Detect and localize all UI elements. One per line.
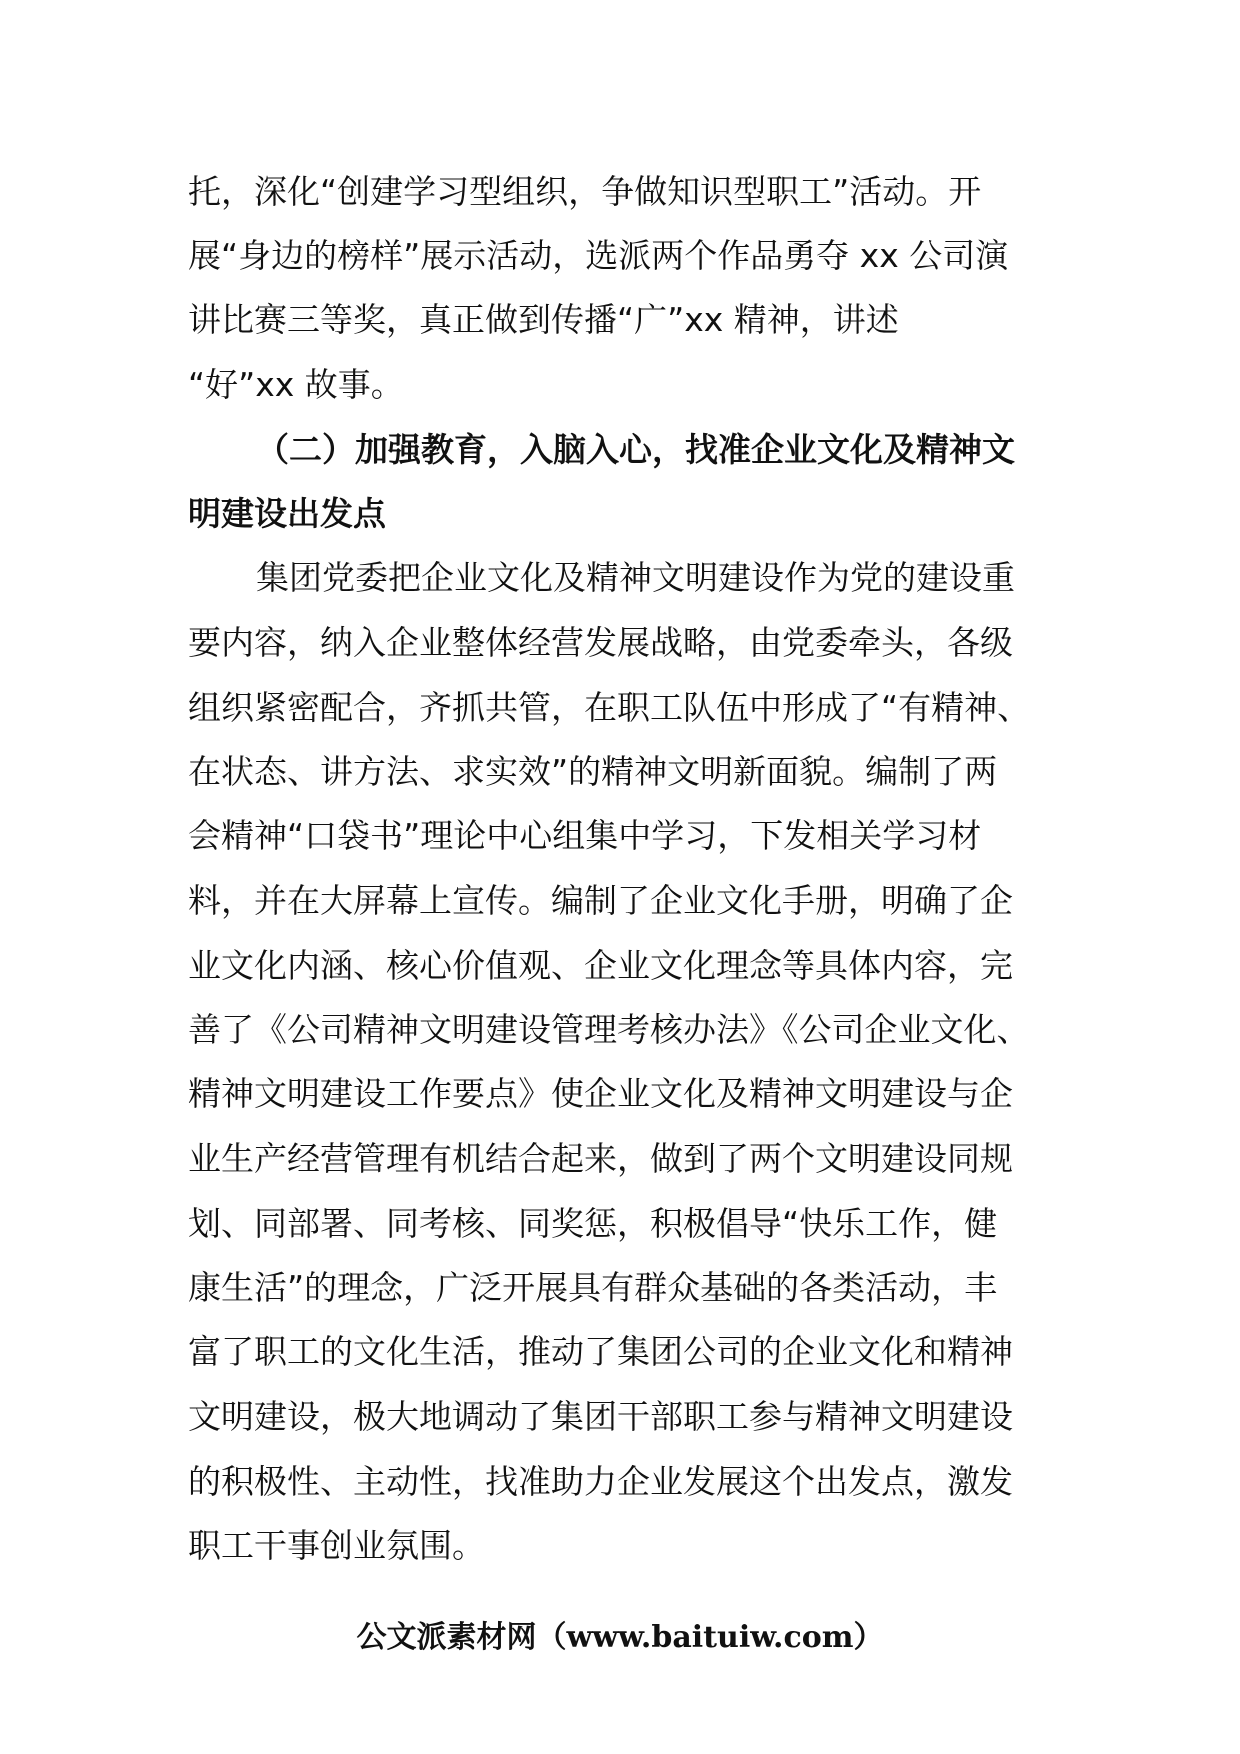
paragraph-line: 展“身边的榜样”展示活动，选派两个作品勇夺 xx 公司演 (188, 236, 1009, 275)
paragraph-line: 康生活”的理念，广泛开展具有群众基础的各类活动，丰 (188, 1268, 998, 1307)
paragraph-line: 业生产经营管理有机结合起来，做到了两个文明建设同规 (188, 1139, 1013, 1178)
paragraph-line: 要内容，纳入企业整体经营发展战略，由党委牵头，各级 (188, 623, 1013, 662)
paragraph-line: 在状态、讲方法、求实效”的精神文明新面貌。编制了两 (188, 752, 998, 791)
paragraph-line: 的积极性、主动性，找准助力企业发展这个出发点，激发 (188, 1462, 1013, 1501)
paragraph-line: 组织紧密配合，齐抓共管，在职工队伍中形成了“有精神、 (188, 688, 1031, 727)
paragraph-line: 文明建设，极大地调动了集团干部职工参与精神文明建设 (188, 1397, 1013, 1436)
paragraph-line: 划、同部署、同考核、同奖惩，积极倡导“快乐工作，健 (188, 1204, 998, 1243)
paragraph-line: 业文化内涵、核心价值观、企业文化理念等具体内容，完 (188, 946, 1013, 985)
paragraph-line: 精神文明建设工作要点》使企业文化及精神文明建设与企 (188, 1074, 1013, 1113)
footer-watermark: 公文派素材网（www.baituiw.com） (356, 1620, 884, 1655)
paragraph-line: 集团党委把企业文化及精神文明建设作为党的建设重 (256, 558, 1015, 597)
paragraph-line: 会精神“口袋书”理论中心组集中学习，下发相关学习材 (188, 816, 982, 855)
paragraph-line: 托，深化“创建学习型组织，争做知识型职工”活动。开 (188, 172, 982, 211)
section-heading: （二）加强教育，入脑入心，找准企业文化及精神文 (256, 430, 1015, 469)
paragraph-line: 富了职工的文化生活，推动了集团公司的企业文化和精神 (188, 1332, 1013, 1371)
section-heading-continuation: 明建设出发点 (188, 494, 386, 533)
paragraph-line: 善了《公司精神文明建设管理考核办法》《公司企业文化、 (188, 1010, 1030, 1049)
paragraph-line: 料，并在大屏幕上宣传。编制了企业文化手册，明确了企 (188, 881, 1013, 920)
paragraph-line: 职工干事创业氛围。 (188, 1526, 485, 1565)
paragraph-line: 讲比赛三等奖，真正做到传播“广”xx 精神，讲述 (188, 300, 899, 339)
paragraph-line: “好”xx 故事。 (188, 365, 404, 404)
